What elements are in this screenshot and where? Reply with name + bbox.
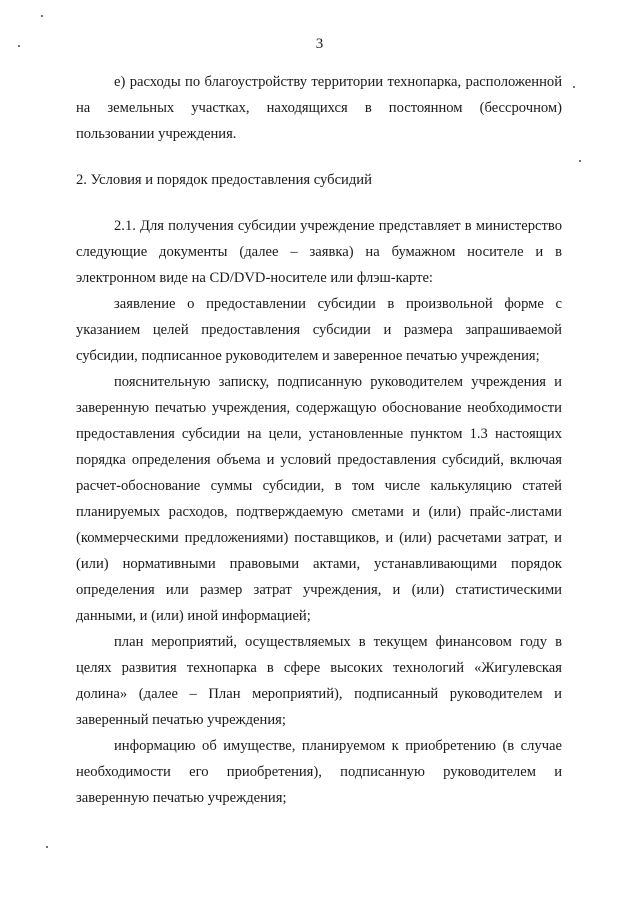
scan-speck bbox=[46, 846, 48, 848]
page-number: 3 bbox=[315, 36, 324, 52]
scan-speck bbox=[573, 86, 575, 88]
paragraph-events-plan: план мероприятий, осуществляемых в текущем финансовом году в целях развития технопарка в сфере высоких технологий «Жигулевская долина» (далее – План мероприятий), подписанный руководителем и заверенный печатью учреждения; bbox=[76, 634, 562, 728]
scan-speck bbox=[579, 160, 581, 162]
paragraph-explanatory-note: пояснительную записку, подписанную руководителем учреждения и заверенную печатью учреждения, содержащую обоснование необходимости предоставления субсидии на цели, установленные пунктом 1.3 настоящих порядка определения объема и условий предоставления субсидий, включая расчет-обоснование суммы субсидии, в том числе калькуляцию статей планируемых расходов, подтверждаемую сметами и (или) прайс-листами (коммерческими предложениями) поставщиков, и (или) расчетами затрат, и (или) нормативными правовыми актами, устанавливающими порядок определения или размер затрат учреждения, и (или) статистическими данными, и (или) иной информацией; bbox=[76, 374, 562, 624]
spacer bbox=[76, 193, 562, 213]
paragraph-application: заявление о предоставлении субсидии в произвольной форме с указанием целей предоставления субсидии и размера запрашиваемой субсидии, подписанное руководителем и заверенное печатью учреждения; bbox=[76, 296, 562, 364]
scan-speck bbox=[41, 15, 43, 17]
section-heading: 2. Условия и порядок предоставления субсидий bbox=[76, 172, 372, 188]
paragraph-property-info: информацию об имуществе, планируемом к приобретению (в случае необходимости его приобретения), подписанную руководителем и заверенную печатью учреждения; bbox=[76, 738, 562, 806]
document-body bbox=[76, 69, 562, 811]
paragraph-e: е) расходы по благоустройству территории технопарка, расположенной на земельных участках, находящихся в постоянном (бессрочном) пользовании учреждения. bbox=[76, 74, 562, 142]
spacer bbox=[76, 147, 562, 167]
paragraph-2-1: 2.1. Для получения субсидии учреждение представляет в министерство следующие документы (далее – заявка) на бумажном носителе и в электронном виде на CD/DVD-носителе или флэш-карте: bbox=[76, 218, 562, 286]
